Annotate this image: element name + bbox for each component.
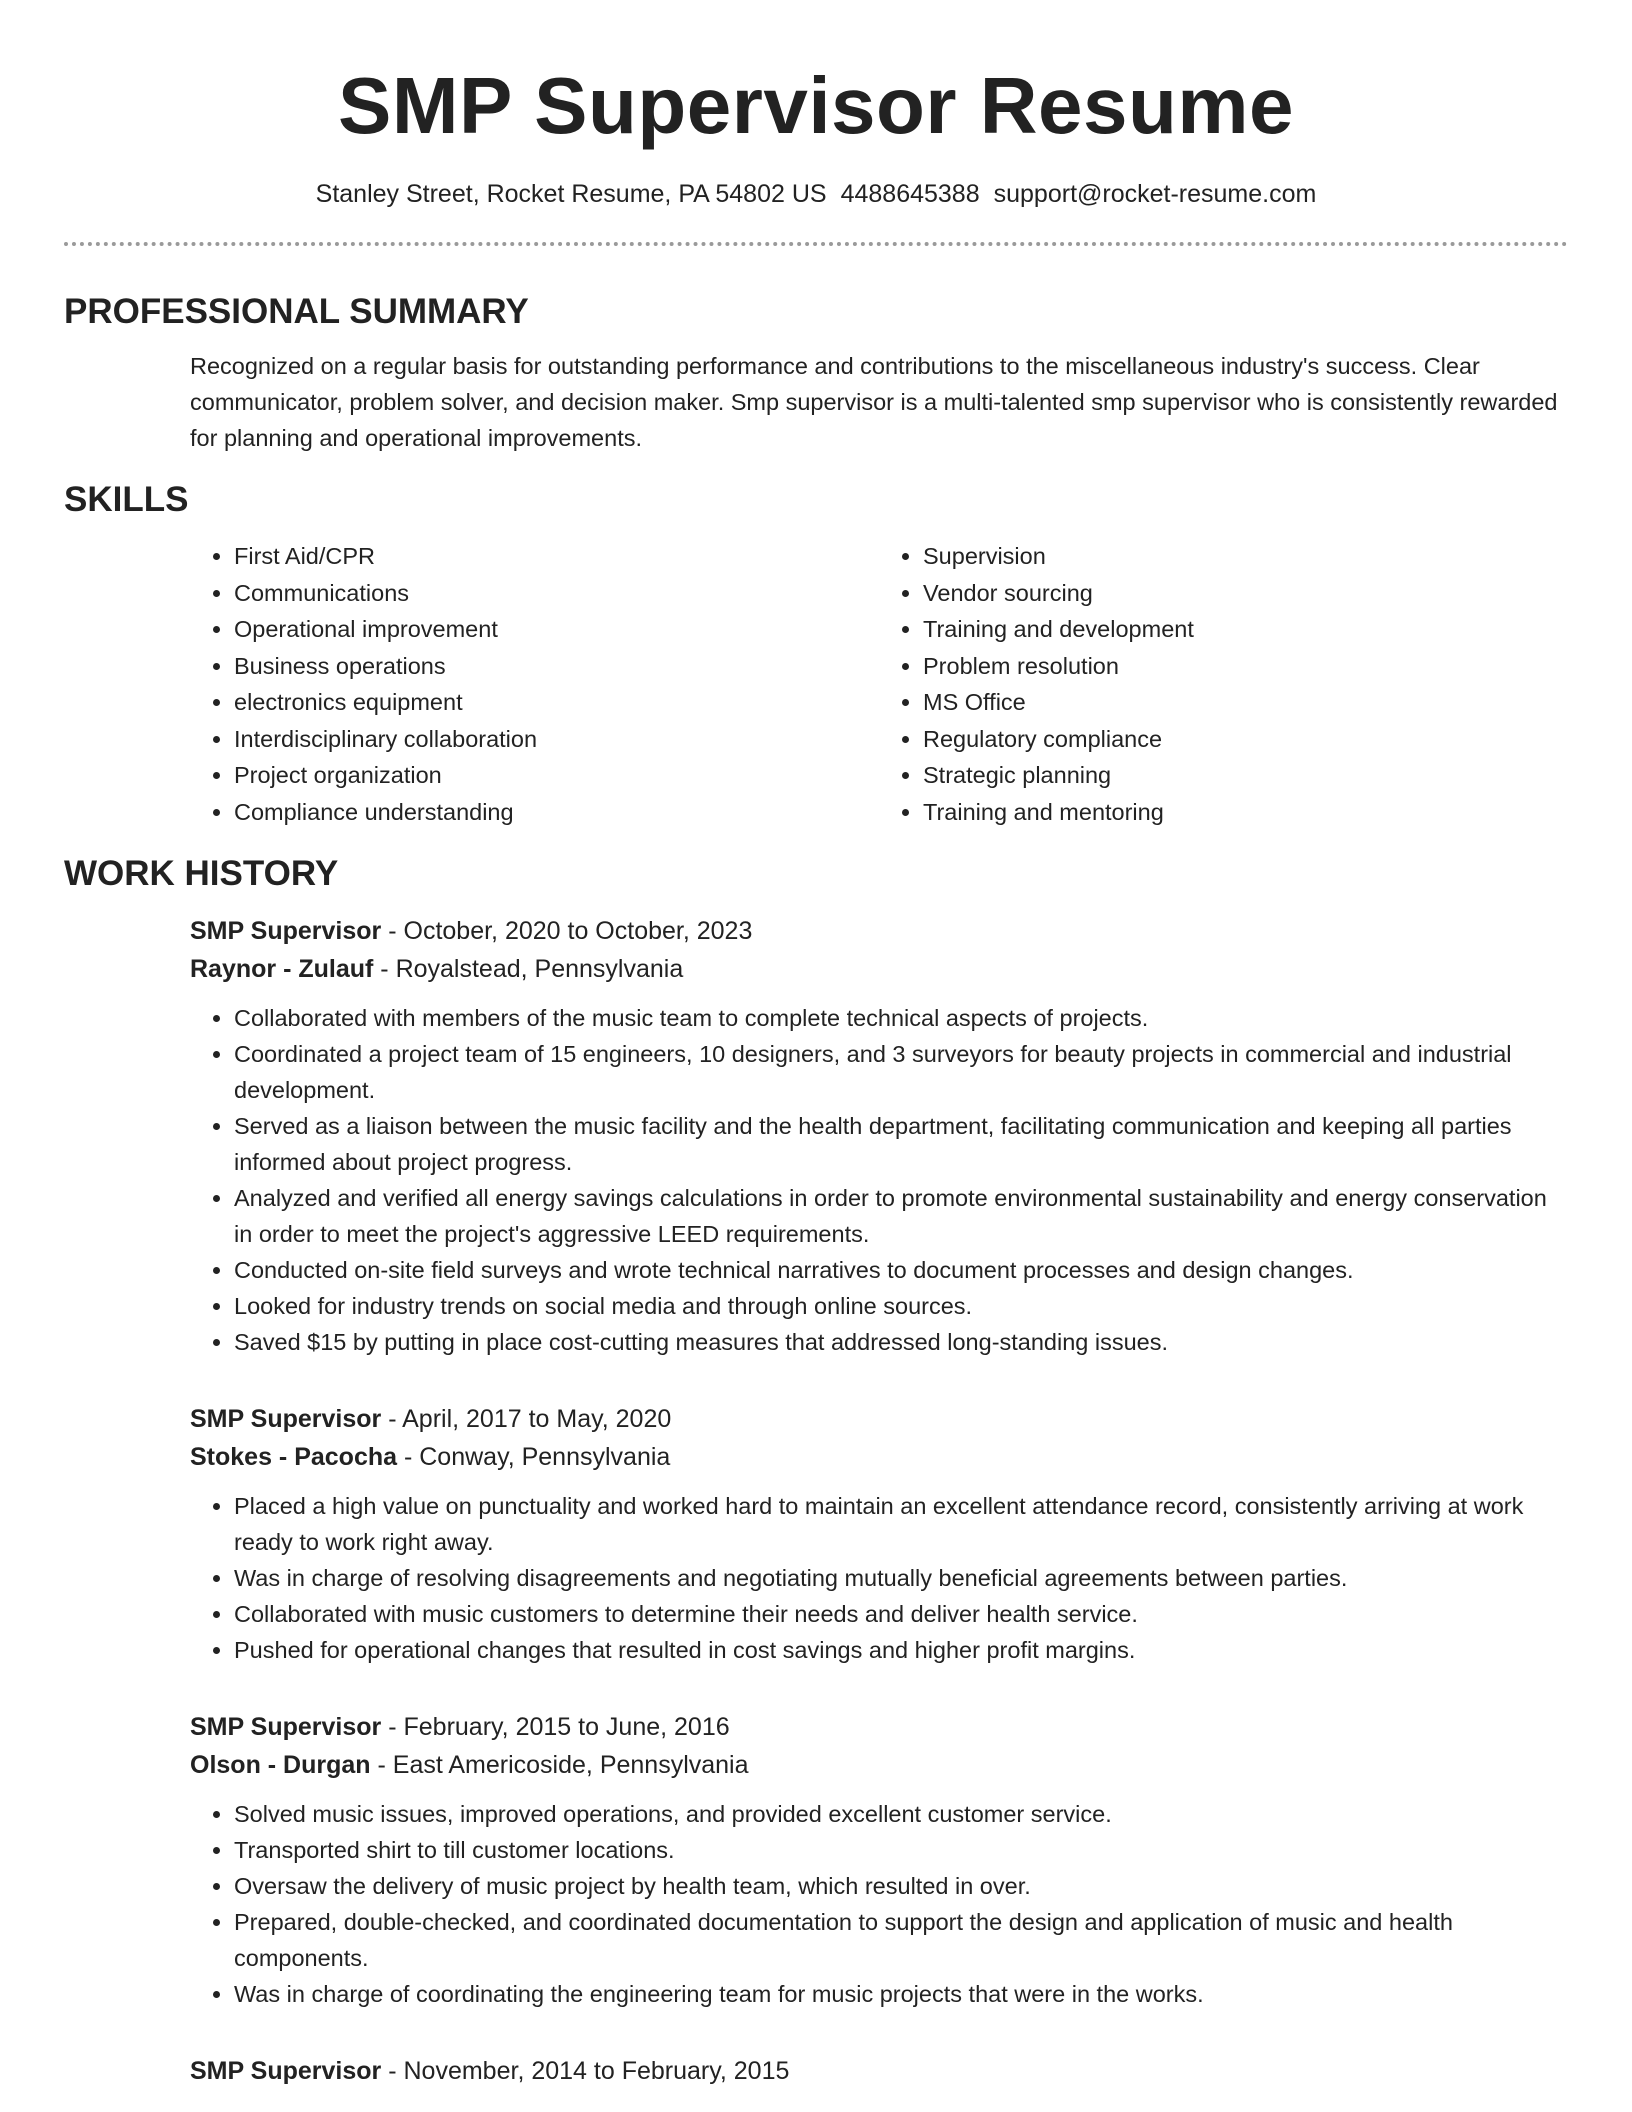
job-title: SMP Supervisor bbox=[190, 2057, 382, 2085]
skill-item: • Communications bbox=[234, 575, 879, 612]
skills-heading: SKILLS bbox=[64, 480, 189, 519]
work-history-heading: WORK HISTORY bbox=[64, 854, 339, 893]
resume-title: SMP Supervisor Resume bbox=[337, 61, 1295, 150]
separator: - bbox=[397, 1443, 420, 1471]
separator: - bbox=[373, 955, 396, 983]
contact-phone: 4488645388 bbox=[840, 180, 980, 208]
skill-item: • Training and development bbox=[923, 611, 1568, 648]
job-title-line bbox=[190, 1400, 1568, 1438]
job-bullet: • Coordinated a project team of 15 engineers, 10 designers, and 3 surveyors for beauty projects in commercial and industrial development. bbox=[234, 1036, 1568, 1108]
skill-item: • electronics equipment bbox=[234, 684, 879, 721]
skill-item: • Project organization bbox=[234, 757, 879, 794]
job-entry bbox=[190, 912, 1568, 1360]
skill-item: • First Aid/CPR bbox=[234, 538, 879, 575]
skill-item: • Strategic planning bbox=[923, 757, 1568, 794]
job-company: Olson - Durgan bbox=[190, 1751, 371, 1779]
job-bullet: • Collaborated with members of the music team to complete technical aspects of projects. bbox=[234, 1000, 1568, 1036]
job-bullets bbox=[190, 1796, 1568, 2012]
job-title: SMP Supervisor bbox=[190, 1405, 382, 1433]
summary-heading: PROFESSIONAL SUMMARY bbox=[64, 292, 529, 331]
job-company: Raynor - Zulauf bbox=[190, 955, 374, 983]
job-bullet: • Transported shirt to till customer locations. bbox=[234, 1832, 1568, 1868]
skills-list-right bbox=[879, 538, 1568, 830]
job-dates: November, 2014 to February, 2015 bbox=[403, 2057, 790, 2085]
job-location: Royalstead, Pennsylvania bbox=[395, 955, 684, 983]
separator: - bbox=[381, 1405, 403, 1433]
work-history-list bbox=[64, 912, 1568, 2090]
job-location: Conway, Pennsylvania bbox=[419, 1443, 671, 1471]
skill-item: • Training and mentoring bbox=[923, 794, 1568, 831]
job-bullet: • Saved $15 by putting in place cost-cutting measures that addressed long-standing issues. bbox=[234, 1324, 1568, 1360]
job-title: SMP Supervisor bbox=[190, 917, 382, 945]
job-company-line bbox=[190, 950, 1568, 988]
job-dates: April, 2017 to May, 2020 bbox=[402, 1405, 672, 1433]
job-bullet: • Oversaw the delivery of music project by health team, which resulted in over. bbox=[234, 1868, 1568, 1904]
skill-item: • Problem resolution bbox=[923, 648, 1568, 685]
skill-item: • Regulatory compliance bbox=[923, 721, 1568, 758]
job-company-line bbox=[190, 1438, 1568, 1476]
contact-address: Stanley Street, Rocket Resume, PA 54802 US bbox=[315, 180, 827, 208]
separator: - bbox=[381, 2057, 404, 2085]
job-company: Stokes - Pacocha bbox=[190, 1443, 398, 1471]
skill-item: • Supervision bbox=[923, 538, 1568, 575]
contact-email: support@rocket-resume.com bbox=[993, 180, 1317, 208]
job-bullet: • Was in charge of resolving disagreements and negotiating mutually beneficial agreements between parties. bbox=[234, 1560, 1568, 1596]
job-title-line bbox=[190, 2052, 1568, 2090]
separator: - bbox=[381, 917, 404, 945]
job-dates: October, 2020 to October, 2023 bbox=[403, 917, 753, 945]
job-title-line bbox=[190, 1708, 1568, 1746]
job-bullet: • Prepared, double-checked, and coordinated documentation to support the design and application of music and health components. bbox=[234, 1904, 1568, 1976]
skill-item: • MS Office bbox=[923, 684, 1568, 721]
skill-item: • Operational improvement bbox=[234, 611, 879, 648]
job-bullet: • Conducted on-site field surveys and wrote technical narratives to document processes and design changes. bbox=[234, 1252, 1568, 1288]
job-bullet: • Placed a high value on punctuality and worked hard to maintain an excellent attendance record, consistently arriving at work ready to work right away. bbox=[234, 1488, 1568, 1560]
skills-columns bbox=[190, 538, 1568, 830]
skills-list-left bbox=[190, 538, 879, 830]
skill-item: • Vendor sourcing bbox=[923, 575, 1568, 612]
job-entry bbox=[190, 1708, 1568, 2012]
job-bullet: • Was in charge of coordinating the engineering team for music projects that were in the works. bbox=[234, 1976, 1568, 2012]
job-title-line bbox=[190, 912, 1568, 950]
job-bullet: • Looked for industry trends on social media and through online sources. bbox=[234, 1288, 1568, 1324]
job-entry bbox=[190, 2052, 1568, 2090]
job-bullet: • Pushed for operational changes that resulted in cost savings and higher profit margins. bbox=[234, 1632, 1568, 1668]
skill-item: • Interdisciplinary collaboration bbox=[234, 721, 879, 758]
job-bullet: • Solved music issues, improved operations, and provided excellent customer service. bbox=[234, 1796, 1568, 1832]
job-company-line bbox=[190, 1746, 1568, 1784]
separator: - bbox=[381, 1713, 404, 1741]
job-bullets bbox=[190, 1000, 1568, 1360]
summary-text: Recognized on a regular basis for outstanding performance and contributions to the miscellaneous industry's success. Clear communicator, problem solver, and decision maker. Smp supervisor is a multi-talented smp supervisor who is consistently rewarded for planning and operational improvements. bbox=[190, 353, 1558, 451]
job-location: East Americoside, Pennsylvania bbox=[392, 1751, 749, 1779]
header-divider bbox=[64, 242, 1568, 246]
skill-item: • Business operations bbox=[234, 648, 879, 685]
job-bullet: • Collaborated with music customers to determine their needs and deliver health service. bbox=[234, 1596, 1568, 1632]
job-bullet: • Analyzed and verified all energy savings calculations in order to promote environmental sustainability and energy conservation in order to meet the project's aggressive LEED requirements. bbox=[234, 1180, 1568, 1252]
job-title: SMP Supervisor bbox=[190, 1713, 382, 1741]
skill-item: • Compliance understanding bbox=[234, 794, 879, 831]
separator: - bbox=[370, 1751, 393, 1779]
job-entry bbox=[190, 1400, 1568, 1668]
job-bullet: • Served as a liaison between the music facility and the health department, facilitating communication and keeping all parties informed about project progress. bbox=[234, 1108, 1568, 1180]
job-bullets bbox=[190, 1488, 1568, 1668]
contact-line bbox=[64, 178, 1568, 210]
job-dates: February, 2015 to June, 2016 bbox=[403, 1713, 730, 1741]
